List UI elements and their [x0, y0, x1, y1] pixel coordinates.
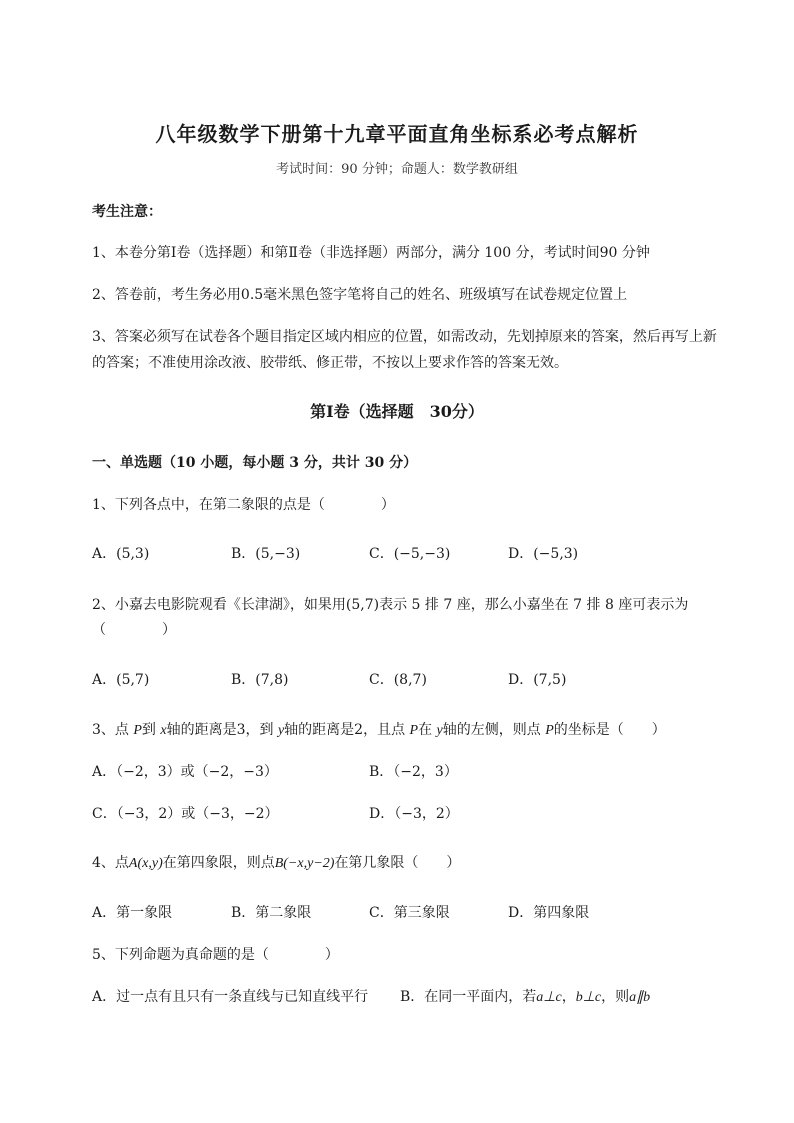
notice-heading: 考生注意：: [92, 204, 162, 220]
question-2-stem: 2、小嘉去电影院观看《长津湖》，如果用(5,7)表示 5 排 7 座，那么小嘉坐在 7 排 8 座可表示为: [92, 597, 689, 613]
q5-option-b: [400, 986, 650, 1006]
q2-option-c: C．(8,7): [369, 672, 427, 688]
q4-option-c: C．第三象限: [369, 905, 450, 921]
q4-option-d: D．第四象限: [508, 905, 590, 921]
q4-point-a: A(x,y): [128, 856, 163, 871]
exam-info: 考试时间：90 分钟；命题人：数学教研组: [276, 162, 518, 177]
q5-b-expr-1: a⊥c: [536, 990, 562, 1005]
notice-item-3-cont: 的答案；不准使用涂改液、胶带纸、修正带，不按以上要求作答的答案无效。: [92, 355, 568, 371]
q3-var-p: P: [409, 723, 419, 738]
q4-point-b: B(−x,y−2): [274, 856, 335, 871]
notice-item-1: 1、本卷分第Ⅰ卷（选择题）和第Ⅱ卷（非选择题）两部分，满分 100 分，考试时间90 分钟: [92, 245, 650, 261]
q3-var-y: y: [436, 723, 443, 738]
q3-option-d: D．（−3，2）: [369, 806, 459, 822]
question-4-stem: [92, 852, 460, 872]
q2-option-a: A．(5,7): [92, 672, 150, 688]
q1-option-c: C．(−5,−3): [369, 546, 451, 562]
q1-option-b: B．(5,−3): [231, 546, 301, 562]
q4-text-2: 在第四象限，则点: [162, 855, 275, 871]
q3-var-p: P: [133, 723, 142, 738]
q2-option-d: D．(7,5): [508, 672, 567, 688]
part1-title: 第Ⅰ卷（选择题 30分）: [310, 402, 484, 421]
question-1-stem: 1、下列各点中，在第二象限的点是（ ）: [92, 497, 395, 513]
q5-b-expr-3: a∥b: [629, 990, 651, 1005]
notice-item-2: 2、答卷前，考生务必用0.5毫米黑色签字笔将自己的姓名、班级填写在试卷规定位置上: [92, 287, 628, 303]
question-5-stem: 5、下列命题为真命题的是（ ）: [92, 947, 339, 963]
q3-text-4: 轴的距离是2，且点: [284, 722, 410, 738]
q5-b-expr-2: b⊥c: [575, 990, 602, 1005]
q3-text-1: 3、点: [92, 722, 134, 738]
notice-item-3: 3、答案必须写在试卷各个题目指定区域内相应的位置，如需改动，先划掉原来的答案，然后再写上新: [92, 329, 717, 345]
q4-option-a: A．第一象限: [92, 905, 173, 921]
q3-var-y: y: [277, 723, 285, 738]
q3-option-a: A．（−2，3）或（−2，−3）: [92, 764, 278, 780]
q3-text-2: 到: [141, 722, 161, 738]
q3-option-b: B．（−2，3）: [369, 764, 458, 780]
q3-option-c: C．（−3，2）或（−3，−2）: [92, 806, 279, 822]
q3-text-6: 轴的左侧，则点: [442, 722, 546, 738]
q4-text-1: 4、点: [92, 855, 129, 871]
q1-option-a: A．(5,3): [92, 546, 150, 562]
q3-text-3: 轴的距离是3，到: [166, 722, 278, 738]
question-3-stem: [92, 719, 666, 739]
q2-option-b: B．(7,8): [231, 672, 289, 688]
q3-var-p: P: [545, 723, 554, 738]
q4-text-3: 在第几象限（ ）: [334, 855, 461, 871]
q3-text-5: 在: [418, 722, 437, 738]
document-title: 八年级数学下册第十九章平面直角坐标系必考点解析: [155, 122, 639, 146]
q5-b-text-2: ，: [561, 989, 576, 1005]
q5-option-a: A．过一点有且只有一条直线与已知直线平行: [92, 989, 369, 1005]
q4-option-b: B．第二象限: [231, 905, 312, 921]
q5-b-text-1: B．在同一平面内，若: [400, 989, 537, 1005]
question-2-stem-cont: （ ）: [92, 622, 176, 638]
q5-b-text-3: ，则: [601, 989, 630, 1005]
section-heading: 一、单选题（10 小题，每小题 3 分，共计 30 分）: [92, 455, 418, 471]
q3-text-7: 的坐标是（ ）: [553, 722, 666, 738]
q1-option-d: D．(−5,3): [508, 546, 579, 562]
q3-var-x: x: [160, 723, 167, 738]
